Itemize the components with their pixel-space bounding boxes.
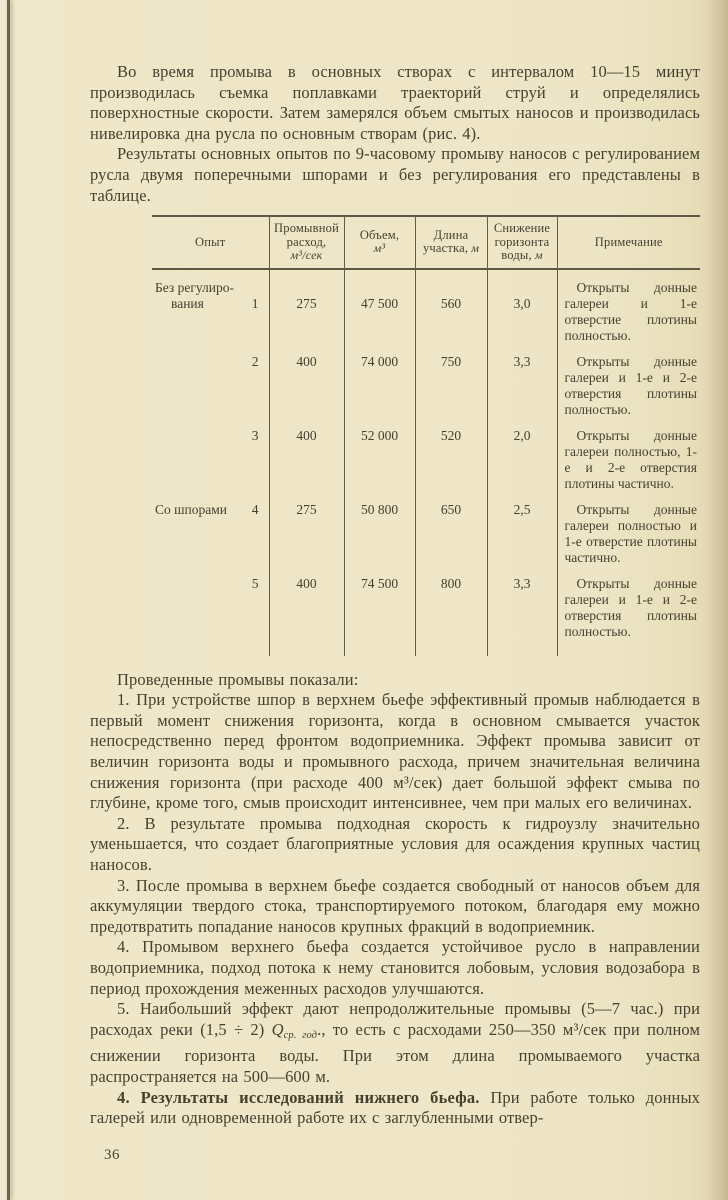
cell-level-drop: 3,3	[487, 566, 557, 656]
cell-volume: 47 500	[344, 269, 415, 344]
conclusions-lead: Проведенные промывы показали:	[117, 669, 359, 689]
cell-remarks: Открыты донные галереи полностью, 1-е и 2-е отверстия плотины частично.	[557, 418, 700, 492]
table-row	[152, 566, 700, 656]
section-heading-bold: 4. Результаты исследований нижнего бьефа.	[117, 1087, 480, 1107]
experiment-number: 5	[251, 575, 259, 591]
cell-discharge: 400	[269, 566, 344, 656]
col-header-flush-discharge	[269, 216, 344, 269]
col-header-label: Длина участка,	[422, 227, 469, 256]
section-4-paragraph	[90, 1088, 700, 1129]
page-spine-edge-line	[7, 0, 10, 1200]
cell-experiment	[152, 418, 269, 492]
cell-length: 520	[415, 418, 487, 492]
col-header-label: Объем,	[359, 227, 400, 242]
flush-experiments-table	[152, 215, 700, 656]
table-row	[152, 492, 700, 566]
conclusion-item-2: 2. В результате промыва подходная скорость к гидроузлу значительно уменьшается, что создает благоприятные условия для осаждения крупных частиц наносов.	[90, 813, 700, 874]
experiment-number: 3	[251, 427, 259, 443]
cell-level-drop: 2,0	[487, 418, 557, 492]
col-header-unit: м³	[373, 241, 386, 256]
item-text: При работе только донных галерей или одновременной работе их с заглубленными отвер-	[90, 1087, 700, 1128]
conclusion-item-1: 1. При устройстве шпор в верхнем бьефе эффективный промыв наблюдается в первый момент снижения горизонта, когда в основном смывается участок непосредственно перед фронтом водоприемника. Эффект промыва зависит от величин горизонта воды и промывного расхода, причем значительная величина снижения горизонта (при расходе 400 м³/сек) дает большой эффект смыва по глубине, кроме того, смыв происходит интенсивнее, чем при малых его величинах.	[90, 690, 700, 813]
cell-length: 800	[415, 566, 487, 656]
cell-level-drop: 3,3	[487, 344, 557, 418]
cell-length: 560	[415, 269, 487, 344]
col-header-label: Промывной расход,	[274, 221, 339, 249]
col-header-label: Примечание	[594, 234, 663, 249]
item-text: 5. Наибольший эффект дают непродолжительные промывы (5—7 час.) при расходах реки (1,5 ÷ 2)	[90, 999, 700, 1039]
experiment-group-label: вания	[171, 295, 204, 311]
cell-experiment	[152, 566, 269, 656]
item-text: ., то есть с расходами 250—350 м³/сек при полном снижении горизонта воды. При этом длина промываемого участка распространяется на 500—600 м.	[90, 1019, 700, 1086]
col-header-label: Опыт	[195, 234, 226, 249]
table-row	[152, 344, 700, 418]
col-header-reach-length	[415, 216, 487, 269]
col-header-water-level-drop	[487, 216, 557, 269]
col-header-volume	[344, 216, 415, 269]
conclusions-block	[90, 670, 700, 1129]
col-header-unit: м	[471, 241, 480, 256]
cell-volume: 74 500	[344, 566, 415, 656]
col-header-remarks	[557, 216, 700, 269]
experiment-number: 2	[251, 353, 259, 369]
experiment-number: 1	[251, 295, 259, 311]
table-header-row	[152, 216, 700, 269]
cell-discharge: 275	[269, 492, 344, 566]
cell-length: 650	[415, 492, 487, 566]
cell-discharge: 400	[269, 344, 344, 418]
experiment-number: 4	[251, 501, 259, 517]
cell-volume: 50 800	[344, 492, 415, 566]
intro-paragraph-1: Во время промыва в основных створах с интервалом 10—15 минут производилась съемка поплавками траекторий струй и определялись поверхностные скорости. Затем замерялся объем смытых наносов и производилась нивелировка дна русла по основным створам (рис. 4).	[90, 62, 700, 143]
cell-remarks: Открыты донные галереи и 1-е и 2-е отверстия плотины полностью.	[557, 566, 700, 656]
table-row	[152, 269, 700, 344]
page-left-edge-highlight	[0, 0, 7, 1200]
conclusion-item-5	[90, 999, 700, 1087]
conclusion-item-4: 4. Промывом верхнего бьефа создается устойчивое русло в направлении водоприемника, подход потока к нему становится лобовым, условия водозабора в период прохождения меженных расходов улучшаются.	[90, 937, 700, 998]
col-header-experiment	[152, 216, 269, 269]
intro-paragraph-2: Результаты основных опытов по 9-часовому промыву наносов с регулированием русла двумя поперечными шпорами и без регулирования его представлены в таблице.	[90, 144, 700, 205]
cell-level-drop: 2,5	[487, 492, 557, 566]
cell-experiment	[152, 269, 269, 344]
col-header-unit: м	[534, 248, 543, 263]
experiment-group-label: Со шпорами	[155, 501, 228, 517]
cell-volume: 52 000	[344, 418, 415, 492]
cell-length: 750	[415, 344, 487, 418]
discharge-symbol-subscript: ср. год	[283, 1029, 318, 1041]
discharge-symbol: Q	[271, 1019, 284, 1039]
cell-remarks: Открыты донные галереи полностью и 1-е отверстие плотины частично.	[557, 492, 700, 566]
cell-experiment	[152, 492, 269, 566]
table-row	[152, 418, 700, 492]
page-right-edge-shadow	[704, 0, 728, 1200]
col-header-unit: м³/сек	[290, 248, 323, 263]
cell-remarks: Открыты донные галереи и 1-е и 2-е отверстия плотины полностью.	[557, 344, 700, 418]
page-number: 36	[104, 1146, 120, 1163]
cell-volume: 74 000	[344, 344, 415, 418]
conclusion-item-3: 3. После промыва в верхнем бьефе создается свободный от наносов объем для аккумуляции твердого стока, транспортируемого потоком, благодаря ему можно предотвратить попадание наносов крупных фракций в водоприемник.	[90, 875, 700, 936]
cell-remarks: Открыты донные галереи и 1-е отверстие плотины полностью.	[557, 269, 700, 344]
col-header-label: Снижение горизонта воды,	[493, 221, 551, 263]
experiment-group-label: Без регулиро-	[155, 279, 235, 295]
page-content	[90, 62, 700, 1164]
cell-discharge: 400	[269, 418, 344, 492]
cell-level-drop: 3,0	[487, 269, 557, 344]
cell-experiment	[152, 344, 269, 418]
cell-discharge: 275	[269, 269, 344, 344]
